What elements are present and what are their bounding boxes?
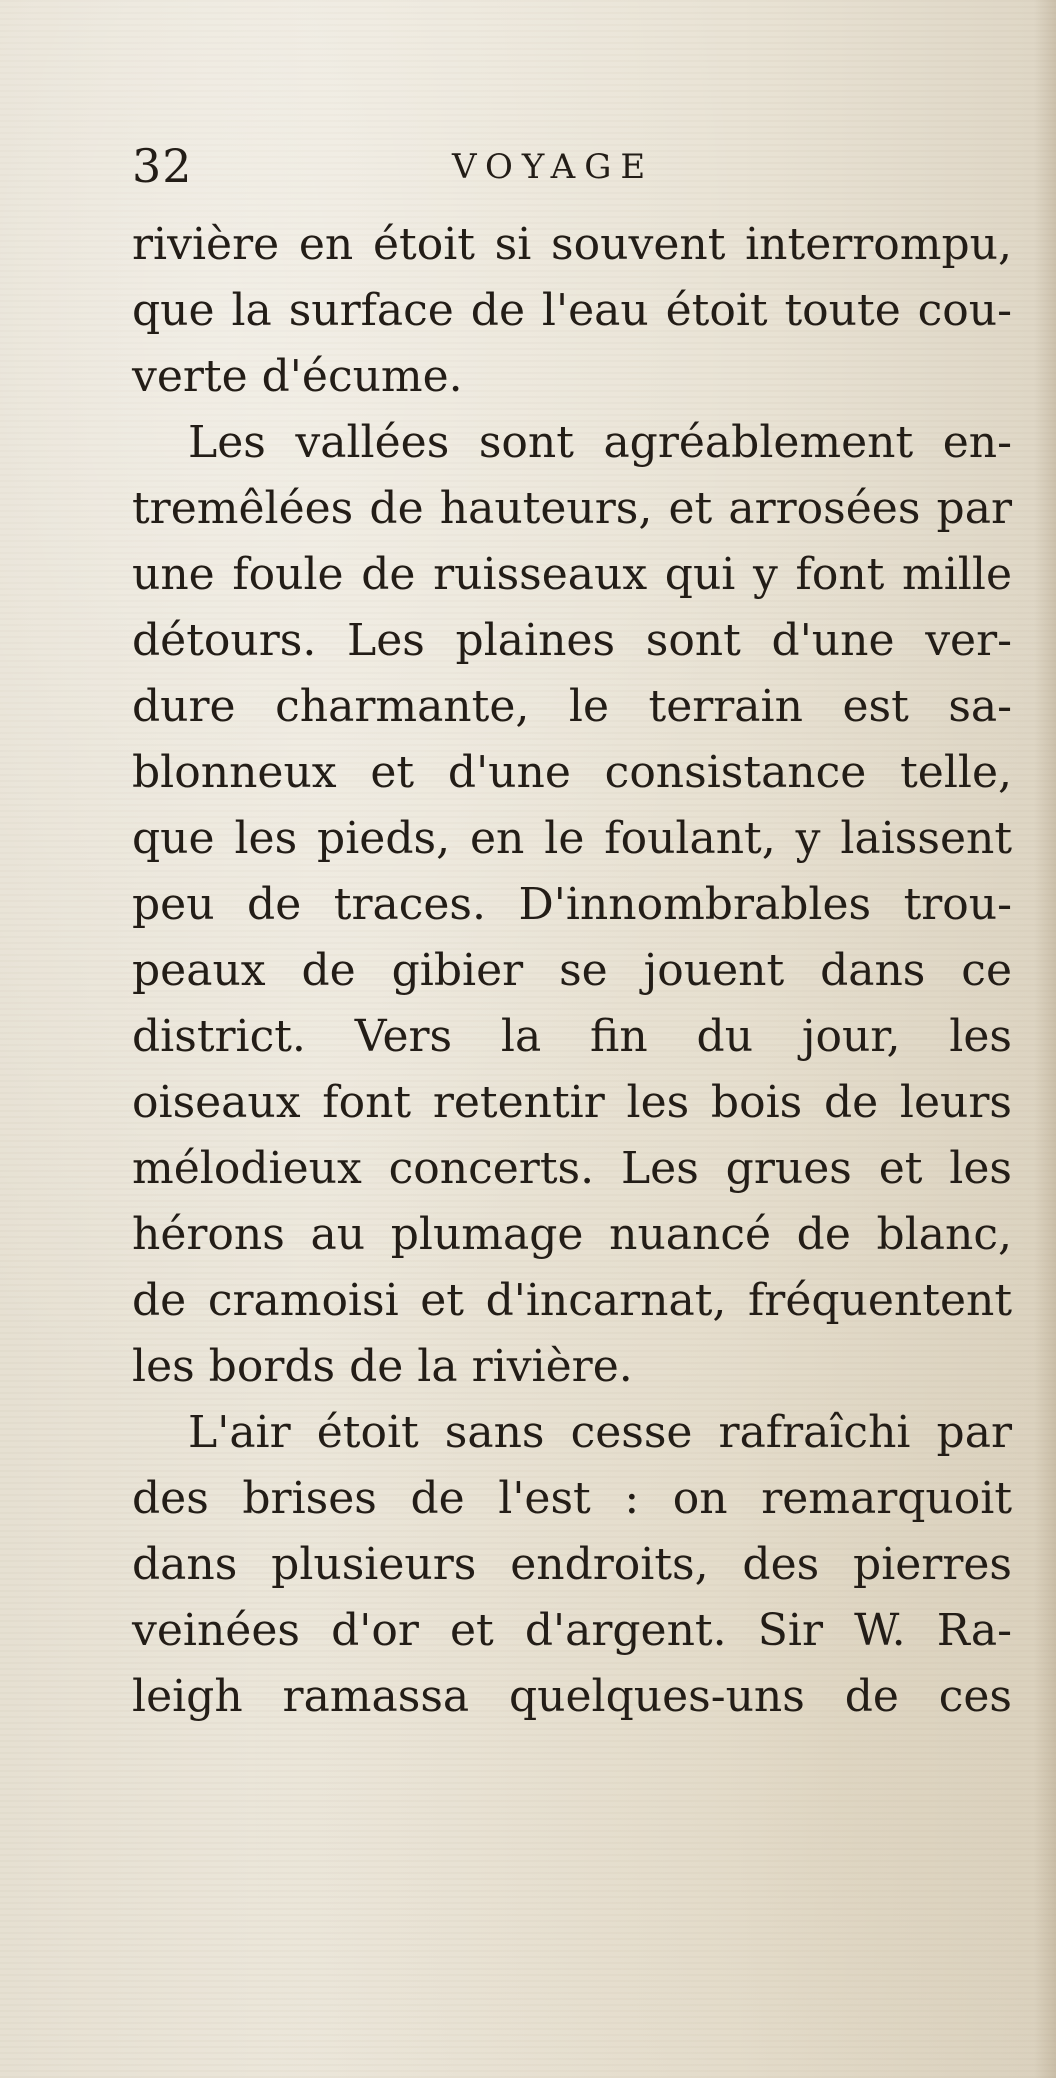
text-line: des brises de l'est : on remarquoit	[132, 1473, 1012, 1524]
text-line: peu de traces. D'innombrables trou-	[132, 879, 1012, 930]
text-line: que les pieds, en le foulant, y laissent	[132, 813, 1012, 864]
running-head	[132, 136, 1012, 196]
text-line: hérons au plumage nuancé de blanc,	[132, 1209, 1012, 1260]
paragraph-1	[132, 212, 1012, 410]
body-text	[132, 212, 1012, 1730]
text-line: district. Vers la fin du jour, les	[132, 1011, 1012, 1062]
text-line: peaux de gibier se jouent dans ce	[132, 945, 1012, 996]
text-line: veinées d'or et d'argent. Sir W. Ra-	[132, 1605, 1012, 1656]
text-line: L'air étoit sans cesse rafraîchi par	[188, 1407, 1012, 1458]
text-line: que la surface de l'eau étoit toute cou-	[132, 285, 1012, 336]
text-line: les bords de la rivière.	[132, 1341, 633, 1392]
text-line: oiseaux font retentir les bois de leurs	[132, 1077, 1012, 1128]
text-line: leigh ramassa quelques-uns de ces	[132, 1671, 1012, 1722]
text-line: détours. Les plaines sont d'une ver-	[132, 615, 1012, 666]
text-line: une foule de ruisseaux qui y font mille	[132, 549, 1012, 600]
text-line: dans plusieurs endroits, des pierres	[132, 1539, 1012, 1590]
text-line: mélodieux concerts. Les grues et les	[132, 1143, 1012, 1194]
running-title: VOYAGE	[452, 147, 655, 187]
paragraph-2	[132, 410, 1012, 1400]
text-line: Les vallées sont agréablement en-	[188, 417, 1012, 468]
text-line: rivière en étoit si souvent interrompu,	[132, 219, 1012, 270]
paragraph-3	[132, 1400, 1012, 1730]
page-edge-shadow	[1034, 0, 1056, 2078]
text-line: de cramoisi et d'incarnat, fréquentent	[132, 1275, 1012, 1326]
page-number: 32	[132, 139, 193, 193]
text-line: tremêlées de hauteurs, et arrosées par	[132, 483, 1012, 534]
text-line: dure charmante, le terrain est sa-	[132, 681, 1012, 732]
text-line: blonneux et d'une consistance telle,	[132, 747, 1012, 798]
text-line: verte d'écume.	[132, 351, 463, 402]
